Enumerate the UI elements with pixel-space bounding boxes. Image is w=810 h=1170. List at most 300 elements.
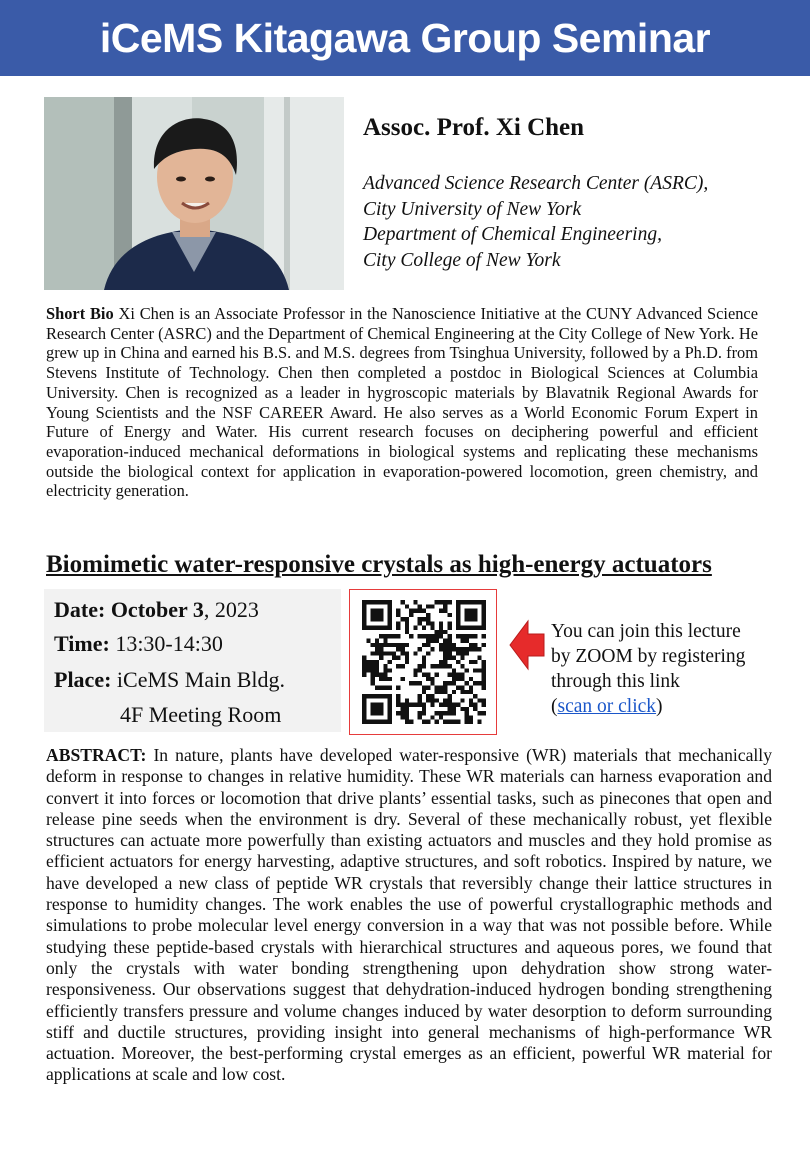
affiliation-line: Department of Chemical Engineering,	[363, 224, 662, 245]
qr-module	[469, 677, 473, 681]
qr-module	[430, 621, 434, 625]
qr-module	[443, 643, 447, 647]
qr-module	[362, 711, 366, 715]
qr-module	[375, 617, 379, 621]
qr-module	[448, 647, 452, 651]
qr-module	[375, 664, 379, 668]
qr-module	[405, 715, 409, 719]
qr-module	[469, 720, 473, 724]
qr-module	[383, 677, 387, 681]
qr-module	[482, 617, 486, 621]
qr-module	[443, 686, 447, 690]
qr-module	[460, 656, 464, 660]
qr-module	[396, 647, 400, 651]
qr-module	[383, 720, 387, 724]
qr-module	[418, 634, 422, 638]
qr-module	[413, 651, 417, 655]
qr-code-frame[interactable]	[349, 589, 497, 735]
qr-module	[435, 673, 439, 677]
qr-module	[465, 668, 469, 672]
qr-module	[392, 651, 396, 655]
qr-module	[422, 634, 426, 638]
qr-module	[460, 651, 464, 655]
qr-module	[439, 715, 443, 719]
qr-module	[362, 707, 366, 711]
qr-module	[388, 604, 392, 608]
qr-module	[405, 707, 409, 711]
qr-module	[448, 673, 452, 677]
qr-module	[388, 651, 392, 655]
speaker-affiliation	[363, 171, 708, 273]
qr-module	[448, 703, 452, 707]
qr-module	[400, 715, 404, 719]
qr-module	[465, 711, 469, 715]
qr-module	[482, 609, 486, 613]
qr-module	[418, 698, 422, 702]
qr-module	[469, 613, 473, 617]
talk-title: Biomimetic water-responsive crystals as high-energy actuators	[46, 551, 712, 578]
qr-module	[418, 617, 422, 621]
qr-module	[383, 626, 387, 630]
qr-module	[405, 711, 409, 715]
qr-module	[435, 630, 439, 634]
qr-module	[482, 677, 486, 681]
qr-module	[375, 707, 379, 711]
qr-module	[418, 621, 422, 625]
qr-module	[371, 613, 375, 617]
qr-module	[426, 694, 430, 698]
date-line	[54, 597, 259, 623]
qr-module	[430, 703, 434, 707]
qr-module	[379, 626, 383, 630]
qr-module	[465, 681, 469, 685]
qr-module	[456, 660, 460, 664]
qr-module	[426, 638, 430, 642]
qr-module	[456, 651, 460, 655]
qr-module	[388, 720, 392, 724]
qr-module	[400, 643, 404, 647]
time-value: 13:30-14:30	[115, 631, 223, 656]
qr-module	[388, 677, 392, 681]
qr-module	[383, 668, 387, 672]
qr-module	[400, 703, 404, 707]
registration-line: by ZOOM by registering	[551, 646, 746, 667]
place-value: iCeMS Main Bldg.	[116, 667, 285, 692]
open-paren: (	[551, 696, 558, 717]
qr-module	[383, 638, 387, 642]
qr-code-icon[interactable]	[362, 600, 486, 724]
qr-module	[473, 613, 477, 617]
qr-module	[439, 690, 443, 694]
qr-module	[371, 703, 375, 707]
qr-module	[409, 720, 413, 724]
qr-module	[383, 686, 387, 690]
qr-module	[388, 686, 392, 690]
qr-module	[443, 660, 447, 664]
qr-module	[379, 677, 383, 681]
qr-module	[443, 604, 447, 608]
qr-module	[448, 651, 452, 655]
qr-module	[460, 600, 464, 604]
qr-module	[469, 703, 473, 707]
qr-module	[439, 630, 443, 634]
qr-module	[392, 656, 396, 660]
qr-module	[426, 617, 430, 621]
qr-module	[375, 711, 379, 715]
qr-module	[443, 638, 447, 642]
qr-module	[366, 668, 370, 672]
bio-text: Xi Chen is an Associate Professor in the Nanoscience Initiative at the CUNY Advanced Science Research Center (ASRC) and the Department of Chemical Engineering at the City College of New York. He grew up in China and earned his B.S. and M.S. degrees from Tsinghua University, followed by a Ph.D. from Stevens Institute of Technology. Chen then completed a postdoc in Biological Sciences at Columbia University. Chen is recognized as a leader in hygroscopic materials by Blavatnik Regional Awards for Young Scientists and the NSF CAREER Award. He also serves as a World Economic Forum Expert in Future of Energy and Water. His current research focuses on deciphering powerful and efficient evaporation-induced mechanical deformations in biological systems and replicating these mechanisms outside the biological context for application in evaporation-powered locomotion, green chemistry, and electricity generation.	[46, 304, 758, 501]
qr-module	[413, 609, 417, 613]
speaker-photo	[44, 97, 344, 290]
qr-module	[460, 664, 464, 668]
qr-module	[448, 698, 452, 702]
qr-module	[439, 686, 443, 690]
qr-module	[362, 668, 366, 672]
qr-module	[452, 677, 456, 681]
qr-module	[371, 668, 375, 672]
qr-module	[422, 626, 426, 630]
qr-module	[460, 626, 464, 630]
qr-module	[375, 703, 379, 707]
qr-module	[443, 690, 447, 694]
qr-module	[482, 698, 486, 702]
qr-module	[362, 720, 366, 724]
qr-module	[405, 703, 409, 707]
qr-module	[413, 673, 417, 677]
qr-module	[430, 698, 434, 702]
qr-module	[366, 694, 370, 698]
qr-module	[383, 634, 387, 638]
qr-module	[473, 626, 477, 630]
qr-module	[379, 694, 383, 698]
qr-module	[375, 694, 379, 698]
qr-module	[422, 690, 426, 694]
qr-module	[422, 609, 426, 613]
qr-module	[477, 698, 481, 702]
qr-module	[482, 634, 486, 638]
qr-module	[430, 626, 434, 630]
qr-module	[379, 707, 383, 711]
qr-module	[435, 686, 439, 690]
qr-module	[375, 613, 379, 617]
qr-module	[388, 660, 392, 664]
qr-module	[482, 604, 486, 608]
qr-module	[371, 664, 375, 668]
qr-module	[422, 660, 426, 664]
qr-module	[362, 698, 366, 702]
qr-module	[371, 720, 375, 724]
qr-module	[418, 703, 422, 707]
qr-module	[388, 613, 392, 617]
qr-module	[482, 643, 486, 647]
qr-module	[388, 634, 392, 638]
qr-module	[443, 609, 447, 613]
zoom-registration-text	[551, 619, 745, 719]
qr-module	[439, 647, 443, 651]
qr-module	[388, 621, 392, 625]
qr-module	[396, 656, 400, 660]
qr-module	[469, 690, 473, 694]
speaker-portrait-image	[44, 97, 344, 290]
qr-module	[426, 673, 430, 677]
qr-module	[439, 643, 443, 647]
qr-module	[435, 698, 439, 702]
qr-module	[456, 634, 460, 638]
page-title: iCeMS Kitagawa Group Seminar	[99, 14, 711, 61]
qr-module	[396, 634, 400, 638]
abstract	[46, 745, 772, 1086]
qr-module	[405, 720, 409, 724]
qr-module	[448, 621, 452, 625]
qr-module	[396, 698, 400, 702]
qr-module	[383, 664, 387, 668]
qr-module	[460, 698, 464, 702]
qr-module	[379, 617, 383, 621]
qr-module	[477, 720, 481, 724]
qr-module	[366, 626, 370, 630]
qr-module	[477, 668, 481, 672]
qr-module	[448, 711, 452, 715]
qr-module	[456, 626, 460, 630]
qr-module	[473, 609, 477, 613]
qr-module	[430, 638, 434, 642]
qr-module	[443, 651, 447, 655]
qr-module	[366, 600, 370, 604]
qr-module	[456, 604, 460, 608]
qr-module	[371, 707, 375, 711]
qr-module	[366, 720, 370, 724]
qr-module	[439, 609, 443, 613]
qr-module	[473, 668, 477, 672]
qr-module	[388, 609, 392, 613]
qr-module	[400, 707, 404, 711]
qr-module	[379, 720, 383, 724]
qr-module	[426, 720, 430, 724]
qr-module	[452, 681, 456, 685]
header-banner	[0, 0, 810, 76]
qr-module	[400, 617, 404, 621]
qr-module	[439, 600, 443, 604]
qr-module	[456, 609, 460, 613]
qr-module	[430, 634, 434, 638]
qr-module	[405, 626, 409, 630]
qr-module	[456, 686, 460, 690]
qr-module	[448, 613, 452, 617]
qr-module	[443, 703, 447, 707]
qr-module	[422, 720, 426, 724]
place-line	[54, 667, 285, 693]
qr-module	[396, 613, 400, 617]
qr-module	[405, 651, 409, 655]
qr-module	[456, 617, 460, 621]
qr-module	[379, 673, 383, 677]
qr-module	[379, 703, 383, 707]
qr-module	[460, 638, 464, 642]
qr-module	[362, 660, 366, 664]
qr-module	[379, 647, 383, 651]
qr-module	[413, 668, 417, 672]
qr-module	[426, 686, 430, 690]
qr-module	[418, 694, 422, 698]
qr-module	[405, 656, 409, 660]
qr-module	[465, 634, 469, 638]
qr-module	[469, 686, 473, 690]
qr-module	[473, 634, 477, 638]
qr-module	[371, 673, 375, 677]
qr-module	[439, 664, 443, 668]
qr-module	[460, 677, 464, 681]
qr-module	[362, 703, 366, 707]
qr-module	[426, 651, 430, 655]
qr-module	[439, 621, 443, 625]
qr-module	[379, 686, 383, 690]
date-label: Date:	[54, 597, 106, 622]
qr-module	[439, 660, 443, 664]
qr-module	[482, 660, 486, 664]
qr-module	[477, 681, 481, 685]
qr-module	[469, 634, 473, 638]
qr-module	[426, 634, 430, 638]
qr-module	[448, 681, 452, 685]
qr-module	[405, 630, 409, 634]
qr-module	[400, 600, 404, 604]
qr-module	[443, 681, 447, 685]
qr-module	[473, 707, 477, 711]
qr-module	[452, 673, 456, 677]
registration-link[interactable]: scan or click	[557, 696, 657, 717]
qr-module	[482, 686, 486, 690]
qr-module	[482, 600, 486, 604]
qr-module	[430, 604, 434, 608]
qr-module	[371, 694, 375, 698]
qr-module	[375, 668, 379, 672]
qr-module	[362, 664, 366, 668]
qr-module	[379, 609, 383, 613]
qr-module	[439, 711, 443, 715]
qr-module	[469, 609, 473, 613]
qr-module	[418, 668, 422, 672]
qr-module	[383, 694, 387, 698]
qr-module	[375, 647, 379, 651]
qr-module	[375, 626, 379, 630]
qr-module	[400, 651, 404, 655]
qr-module	[362, 694, 366, 698]
qr-module	[456, 621, 460, 625]
qr-module	[482, 681, 486, 685]
qr-module	[465, 720, 469, 724]
qr-module	[366, 638, 370, 642]
qr-module	[482, 664, 486, 668]
qr-module	[409, 609, 413, 613]
qr-module	[379, 656, 383, 660]
event-info-box	[44, 589, 341, 732]
qr-module	[426, 698, 430, 702]
qr-module	[388, 694, 392, 698]
qr-module	[388, 703, 392, 707]
qr-module	[422, 664, 426, 668]
qr-module	[443, 711, 447, 715]
qr-module	[469, 626, 473, 630]
date-value-bold: October 3	[110, 597, 204, 622]
qr-module	[465, 715, 469, 719]
qr-module	[435, 720, 439, 724]
qr-module	[396, 609, 400, 613]
place-room: 4F Meeting Room	[120, 702, 282, 727]
qr-module	[456, 600, 460, 604]
qr-module	[379, 634, 383, 638]
qr-module	[418, 711, 422, 715]
qr-module	[392, 643, 396, 647]
qr-module	[396, 643, 400, 647]
affiliation-line: Advanced Science Research Center (ASRC),	[363, 173, 709, 194]
qr-module	[375, 651, 379, 655]
qr-module	[426, 613, 430, 617]
qr-module	[400, 664, 404, 668]
qr-module	[396, 686, 400, 690]
qr-module	[362, 621, 366, 625]
qr-module	[452, 643, 456, 647]
qr-module	[448, 643, 452, 647]
qr-module	[362, 673, 366, 677]
qr-module	[473, 681, 477, 685]
qr-module	[430, 664, 434, 668]
qr-module	[435, 664, 439, 668]
qr-module	[473, 600, 477, 604]
qr-module	[430, 715, 434, 719]
qr-module	[430, 677, 434, 681]
qr-module	[443, 600, 447, 604]
qr-module	[469, 617, 473, 621]
qr-module	[477, 626, 481, 630]
qr-module	[362, 715, 366, 719]
qr-module	[418, 647, 422, 651]
qr-module	[388, 707, 392, 711]
registration-line: through this link	[551, 671, 680, 692]
qr-module	[379, 643, 383, 647]
registration-link-line	[551, 694, 745, 719]
qr-module	[448, 707, 452, 711]
qr-module	[388, 715, 392, 719]
qr-module	[456, 703, 460, 707]
qr-module	[362, 600, 366, 604]
qr-module	[426, 604, 430, 608]
qr-module	[435, 634, 439, 638]
qr-module	[482, 668, 486, 672]
qr-module	[452, 720, 456, 724]
qr-module	[426, 621, 430, 625]
qr-module	[362, 656, 366, 660]
qr-module	[448, 634, 452, 638]
qr-module	[418, 664, 422, 668]
qr-module	[443, 630, 447, 634]
qr-module	[422, 703, 426, 707]
qr-module	[405, 617, 409, 621]
qr-module	[482, 613, 486, 617]
qr-module	[456, 720, 460, 724]
qr-module	[465, 626, 469, 630]
qr-module	[448, 720, 452, 724]
qr-module	[430, 681, 434, 685]
time-line	[54, 631, 223, 657]
qr-module	[456, 613, 460, 617]
qr-module	[375, 609, 379, 613]
qr-module	[482, 673, 486, 677]
qr-module	[456, 673, 460, 677]
qr-module	[443, 656, 447, 660]
qr-module	[430, 647, 434, 651]
qr-module	[418, 609, 422, 613]
